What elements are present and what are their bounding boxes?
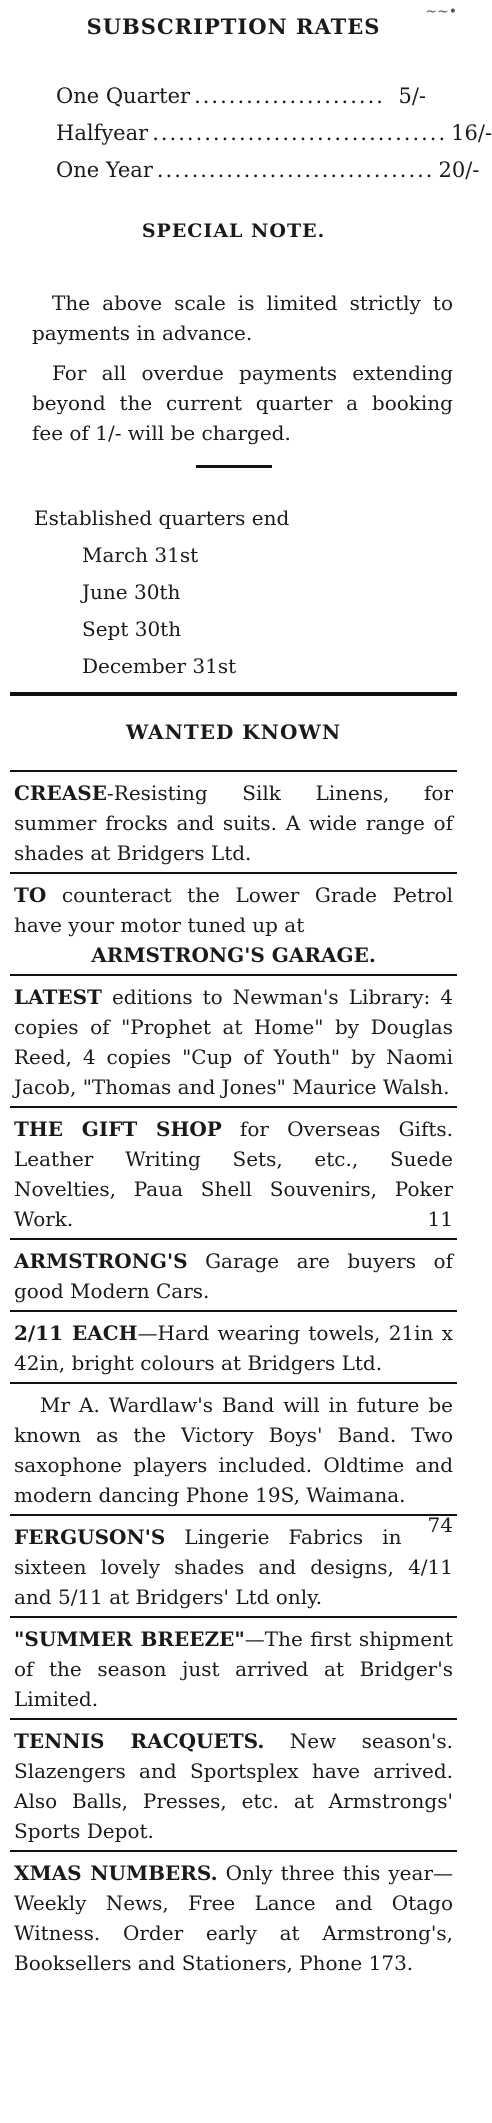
special-note-body <box>32 288 453 458</box>
ad-text: for Overseas Gifts. Leather Writing Sets, etc., Suede Novelties, Paua Shell Souvenirs, Poker Work. <box>14 1117 453 1231</box>
rate-leader: ...................... <box>194 83 385 108</box>
classified-ad <box>10 1310 457 1382</box>
ad-lead: LATEST <box>14 985 102 1009</box>
rate-price: 16/- <box>451 120 492 145</box>
ad-lead: XMAS NUMBERS. <box>14 1861 218 1885</box>
classified-ad <box>10 1106 457 1238</box>
ad-text: New season's. Slazengers and Sportsplex have arrived. Also Balls, Presses, etc. at Armstrongs' Sports Depot. <box>14 1729 453 1843</box>
rate-price: 20/- <box>438 157 480 182</box>
note-paragraph: For all overdue payments extending beyond the current quarter a booking fee of 1/- will be charged. <box>32 361 453 445</box>
rate-row <box>56 114 492 151</box>
quarter-end-date: Sept 30th <box>82 617 182 641</box>
rates-table <box>56 77 492 188</box>
ad-text: —Hard wearing towels, 21in x 42in, bright colours at Bridgers Ltd. <box>14 1321 454 1375</box>
rate-price: 5/- <box>398 83 426 108</box>
ad-number: 74 <box>427 1513 453 1537</box>
quarter-end-date: March 31st <box>82 543 199 567</box>
subscription-rates-title: SUBSCRIPTION RATES <box>86 14 381 39</box>
special-note-title: SPECIAL NOTE. <box>141 220 326 242</box>
ad-number: 11 <box>427 1207 453 1231</box>
rate-leader: .................................. <box>152 120 448 145</box>
wanted-known-title: WANTED KNOWN <box>125 720 342 744</box>
ad-lead: ARMSTRONG'S <box>14 1249 188 1273</box>
classified-ad <box>10 1850 457 1982</box>
classified-ad <box>10 770 457 872</box>
ad-lead: CREASE <box>14 781 107 805</box>
ad-text: Mr A. Wardlaw's Band will in future be known as the Victory Boys' Band. Two saxophone players included. Oldtime and modern dancing Phone 19S, Waimana. <box>14 1393 453 1507</box>
ad-highlight: ARMSTRONG'S GARAGE. <box>91 943 376 967</box>
ad-text: Lingerie Fabrics in sixteen lovely shades and designs, 4/11 and 5/11 at Bridgers' Ltd only. <box>14 1525 453 1609</box>
classified-ad <box>10 974 457 1106</box>
classified-ad <box>10 1514 457 1616</box>
quarter-end-date: June 30th <box>82 580 181 604</box>
rate-leader: ................................ <box>156 157 435 182</box>
classified-ads <box>10 770 457 1982</box>
ad-text: —The first shipment of the season just arrived at Bridger's Limited. <box>14 1627 453 1711</box>
ad-lead: FERGUSON'S <box>14 1525 166 1549</box>
rate-row <box>56 151 480 188</box>
heavy-divider <box>10 692 457 696</box>
ad-text: Garage are buyers of good Modern Cars. <box>14 1249 453 1303</box>
rate-row <box>56 77 426 114</box>
rate-label: Halfyear <box>56 120 149 145</box>
classified-ad <box>10 872 457 974</box>
established-intro: Established quarters end <box>34 506 290 530</box>
ad-text: counteract the Lower Grade Petrol have your motor tuned up at <box>14 883 453 937</box>
ad-lead: 2/11 EACH <box>14 1321 138 1345</box>
ad-lead: TO <box>14 883 47 907</box>
ad-text: Only three this year—Weekly News, Free Lance and Otago Witness. Order early at Armstrong's, Booksellers and Stationers, Phone 173. <box>14 1861 454 1975</box>
ad-lead: THE GIFT SHOP <box>14 1117 222 1141</box>
classified-ad <box>10 1616 457 1718</box>
ad-text: editions to Newman's Library: 4 copies of "Prophet at Home" by Douglas Reed, 4 copies "Cup of Youth" by Naomi Jacob, "Thomas and Jones" Maurice Walsh. <box>14 985 453 1099</box>
rate-label: One Year <box>56 157 153 182</box>
ad-lead: "SUMMER BREEZE" <box>14 1627 245 1651</box>
section-divider <box>196 465 272 468</box>
note-paragraph: The above scale is limited strictly to payments in advance. <box>32 291 453 345</box>
rate-label: One Quarter <box>56 83 191 108</box>
classified-ad <box>10 1238 457 1310</box>
established-quarters <box>34 500 289 685</box>
ad-lead: TENNIS RACQUETS. <box>14 1729 265 1753</box>
quarter-end-date: December 31st <box>82 654 237 678</box>
classified-ad <box>10 1718 457 1850</box>
ad-text: -Resisting Silk Linens, for summer frocks and suits. A wide range of shades at Bridgers Ltd. <box>14 781 453 865</box>
printer-mark: ~~• <box>425 4 457 20</box>
